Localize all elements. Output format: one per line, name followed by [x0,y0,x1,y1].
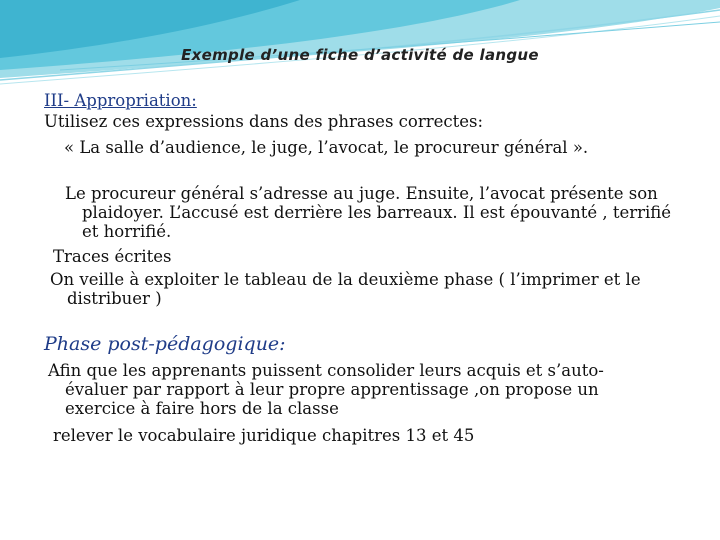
traces-text: Traces écrites [53,247,172,266]
exploit-paragraph: On veille à exploiter le tableau de la deuxième phase ( l’imprimer et le distribuer ) [50,270,641,308]
section-heading-post-pedagogique: Phase post-pédagogique: [44,333,286,355]
instruction-text: Utilisez ces expressions dans des phrases correctes: [44,112,484,131]
expressions-text: « La salle d’audience, le juge, l’avocat, le procureur général ». [64,138,589,157]
post-paragraph: Afin que les apprenants puissent consolider leurs acquis et s’auto-évaluer par rapport à leur propre apprentissage ,on propose un exercice à faire hors de la classe [48,361,604,418]
relever-text: relever le vocabulaire juridique chapitres 13 et 45 [53,426,475,445]
section-heading-appropriation: III- Appropriation: [44,91,197,110]
example-paragraph: Le procureur général s’adresse au juge. Ensuite, l’avocat présente son plaidoyer. L’accusé est derrière les barreaux. Il est épouvanté , terrifié et horrifié. [65,184,672,241]
slide-title: Exemple d’une fiche d’activité de langue [181,46,539,64]
